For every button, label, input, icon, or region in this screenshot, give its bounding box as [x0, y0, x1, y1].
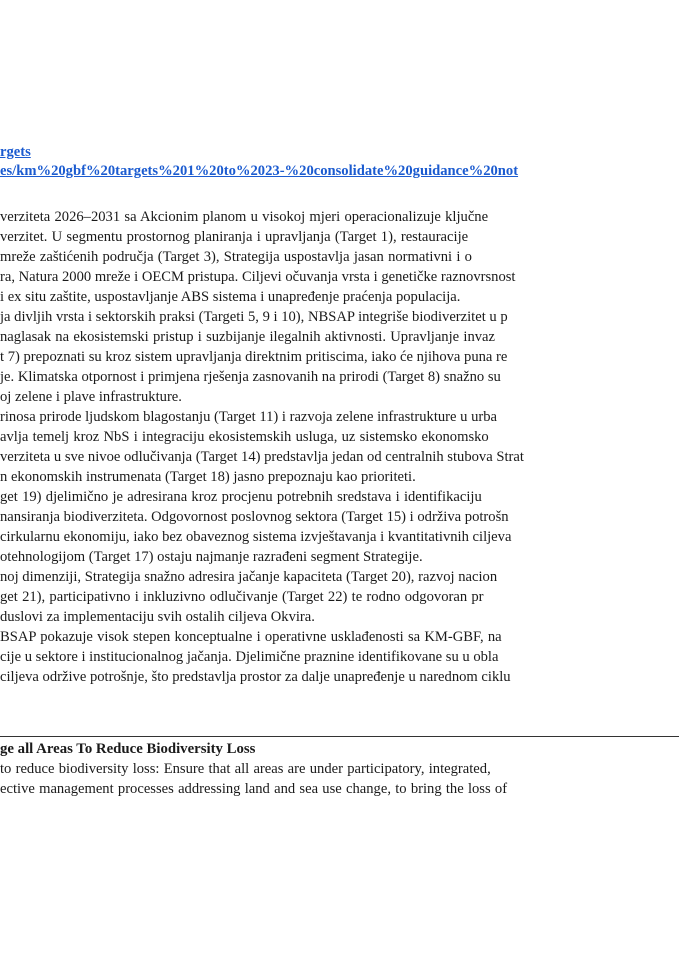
section-line: to reduce biodiversity loss: Ensure that all areas are under participatory, integrated, [0, 761, 491, 777]
section-divider [0, 736, 679, 737]
paragraph-line: cije u sektore i institucionalnog jačanja. Djelimične praznine identifikovane su u obla [0, 649, 499, 665]
paragraph-line: get 19) djelimično je adresirana kroz procjenu potrebnih sredstava i identifikaciju [0, 489, 482, 505]
section-line: ective management processes addressing land and sea use change, to bring the loss of [0, 781, 508, 797]
paragraph-line: n ekonomskih instrumenata (Target 18) jasno prepoznaju kao prioriteti. [0, 469, 416, 485]
paragraph-line: otehnologijom (Target 17) ostaju najmanje razrađeni segment Strategije. [0, 549, 423, 565]
paragraph-line: ja divljih vrsta i sektorskih praksi (Targeti 5, 9 i 10), NBSAP integriše biodiverzitet u p [0, 309, 508, 325]
paragraph-line: t 7) prepoznati su kroz sistem upravljanja direktnim pritiscima, iako će njihova puna re [0, 349, 508, 365]
paragraph-line: naglasak na ekosistemski pristup i suzbijanje ilegalnih aktivnosti. Upravljanje invaz [0, 329, 495, 345]
reference-link-guidance-url[interactable]: es/km%20gbf%20targets%201%20to%2023-%20consolidate%20guidance%20not [0, 163, 519, 179]
paragraph-line: ciljeva održive potrošnje, što predstavlja prostor za dalje unapređenje u narednom ciklu [0, 669, 511, 685]
paragraph-line: avlja temelj kroz NbS i integraciju ekosistemskih usluga, uz sistemsko ekonomsko [0, 429, 489, 445]
paragraph-line: ra, Natura 2000 mreže i OECM pristupa. Ciljevi očuvanja vrsta i genetičke raznovrsnost [0, 269, 516, 285]
paragraph-line: je. Klimatska otpornost i primjena rješenja zasnovanih na prirodi (Target 8) snažno su [0, 369, 501, 385]
paragraph-line: get 21), participativno i inkluzivno odlučivanje (Target 22) te rodno odgovoran pr [0, 589, 484, 605]
paragraph-line: verziteta 2026–2031 sa Akcionim planom u visokoj mjeri operacionalizuje ključne [0, 209, 489, 225]
section-heading: ge all Areas To Reduce Biodiversity Loss [0, 741, 256, 757]
paragraph-line: verzitet. U segmentu prostornog planiranja i upravljanja (Target 1), restauracije [0, 229, 469, 245]
paragraph-line: duslovi za implementaciju svih ostalih ciljeva Okvira. [0, 609, 315, 625]
paragraph-line: nansiranja biodiverziteta. Odgovornost poslovnog sektora (Target 15) i održiva potrošn [0, 509, 509, 525]
reference-link-targets[interactable]: rgets [0, 144, 31, 160]
paragraph-line: BSAP pokazuje visok stepen konceptualne i operativne usklađenosti sa KM-GBF, na [0, 629, 502, 645]
paragraph-line: verziteta u sve nivoe odlučivanja (Target 14) predstavlja jedan od centralnih stubova Strat [0, 449, 524, 465]
paragraph-line: oj zelene i plave infrastrukture. [0, 389, 182, 405]
paragraph-line: mreže zaštićenih područja (Target 3), Strategija uspostavlja jasan normativni i o [0, 249, 472, 265]
paragraph-line: i ex situ zaštite, uspostavljanje ABS sistema i unapređenje praćenja populacija. [0, 289, 461, 305]
paragraph-line: cirkularnu ekonomiju, iako bez obaveznog sistema izvještavanja i kvantitativnih ciljeva [0, 529, 512, 545]
paragraph-line: rinosa prirode ljudskom blagostanju (Target 11) i razvoja zelene infrastrukture u urba [0, 409, 498, 425]
paragraph-line: noj dimenziji, Strategija snažno adresira jačanje kapaciteta (Target 20), razvoj nacion [0, 569, 498, 585]
